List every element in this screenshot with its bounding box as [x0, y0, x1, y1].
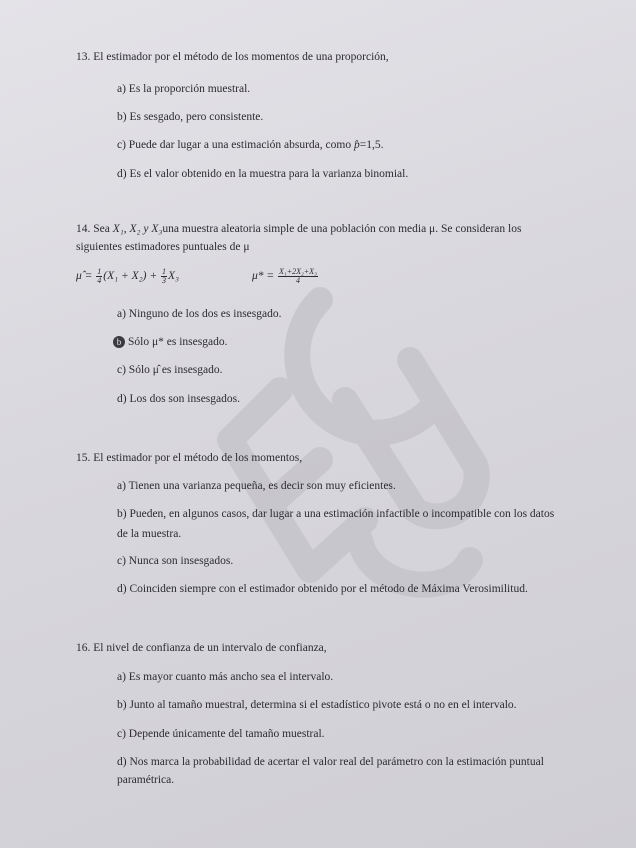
p-hat-symbol: p̂ — [353, 139, 360, 151]
q14-question-rest: una muestra aleatoria simple de una población con media μ. Se consideran los — [162, 223, 522, 235]
q15-option-b-line1: b) Pueden, en algunos casos, dar lugar a una estimación infactible o incompatible con los datos — [117, 508, 555, 520]
q14-question-line2: siguientes estimadores puntuales de μ — [76, 241, 250, 253]
q14-option-d[interactable]: d) Los dos son insesgados. — [117, 393, 240, 405]
q15-option-b[interactable] — [117, 507, 554, 541]
q13-option-c[interactable] — [117, 138, 383, 152]
q13-option-a[interactable]: a) Es la proporción muestral. — [117, 83, 251, 95]
q15-question: 15. El estimador por el método de los momentos, — [76, 452, 303, 464]
watermark-logo — [170, 240, 500, 640]
fraction-one-third — [161, 268, 167, 285]
q14-option-c[interactable]: c) Sólo μ̂ es insesgado. — [117, 364, 223, 376]
fraction-denominator: 3 — [162, 276, 167, 285]
q14-sample-variables: X₁, X₂ y X₃ — [112, 223, 163, 235]
q15-option-c[interactable]: c) Nunca son insesgados. — [117, 555, 234, 567]
estimator-mu-hat — [76, 268, 179, 285]
q16-option-c[interactable]: c) Depende únicamente del tamaño muestral. — [117, 728, 325, 740]
q13-option-d[interactable]: d) Es el valor obtenido en la muestra para la varianza binomial. — [117, 168, 409, 180]
q16-option-d[interactable] — [117, 755, 544, 787]
q13-option-b[interactable]: b) Es sesgado, pero consistente. — [117, 111, 264, 123]
q16-question: 16. El nivel de confianza de un intervalo de confianza, — [76, 642, 327, 654]
q14-question-start: 14. Sea — [76, 223, 113, 235]
q16-option-b[interactable]: b) Junto al tamaño muestral, determina si el estadístico pivote está o no en el intervalo. — [117, 699, 517, 711]
mu-star-fraction — [278, 268, 318, 285]
mu-star-lhs: μ* = — [252, 270, 278, 283]
q15-option-d[interactable]: d) Coinciden siempre con el estimador obtenido por el método de Máxima Verosimilitud. — [117, 583, 528, 595]
q16-option-d-line1: d) Nos marca la probabilidad de acertar el valor real del parámetro con la estimación puntual — [117, 756, 544, 768]
fraction-denominator: 4 — [97, 276, 102, 285]
q14-option-a[interactable]: a) Ninguno de los dos es insesgado. — [117, 308, 282, 320]
q14-option-b[interactable] — [113, 335, 227, 349]
fraction-numerator: X₁+2X₂+X₃ — [279, 267, 317, 276]
q15-option-b-line2: de la muestra. — [117, 528, 182, 540]
q16-option-a[interactable]: a) Es mayor cuanto más ancho sea el intervalo. — [117, 671, 334, 683]
q13-option-c-value: =1,5. — [359, 139, 384, 151]
mu-hat-middle: (X₁ + X₂) + — [103, 270, 161, 283]
q13-option-c-text: c) Puede dar lugar a una estimación absurda, como — [117, 139, 354, 151]
fraction-one-quarter — [96, 268, 102, 285]
fraction-numerator: 1 — [97, 267, 102, 276]
selected-answer-mark: b — [113, 336, 125, 348]
fraction-denominator: 4 — [295, 276, 300, 285]
q14-option-b-text: Sólo μ* es insesgado. — [128, 336, 228, 348]
mu-hat-lhs: μ̂ = — [76, 270, 96, 283]
q15-option-a[interactable]: a) Tienen una varianza pequeña, es decir son muy eficientes. — [117, 480, 396, 492]
mu-hat-end: X₃ — [168, 270, 180, 283]
fraction-numerator: 1 — [162, 267, 167, 276]
estimator-mu-star — [252, 268, 319, 285]
q13-question: 13. El estimador por el método de los momentos de una proporción, — [76, 51, 389, 63]
q14-question — [76, 222, 521, 236]
q16-option-d-line2: paramétrica. — [117, 774, 175, 786]
